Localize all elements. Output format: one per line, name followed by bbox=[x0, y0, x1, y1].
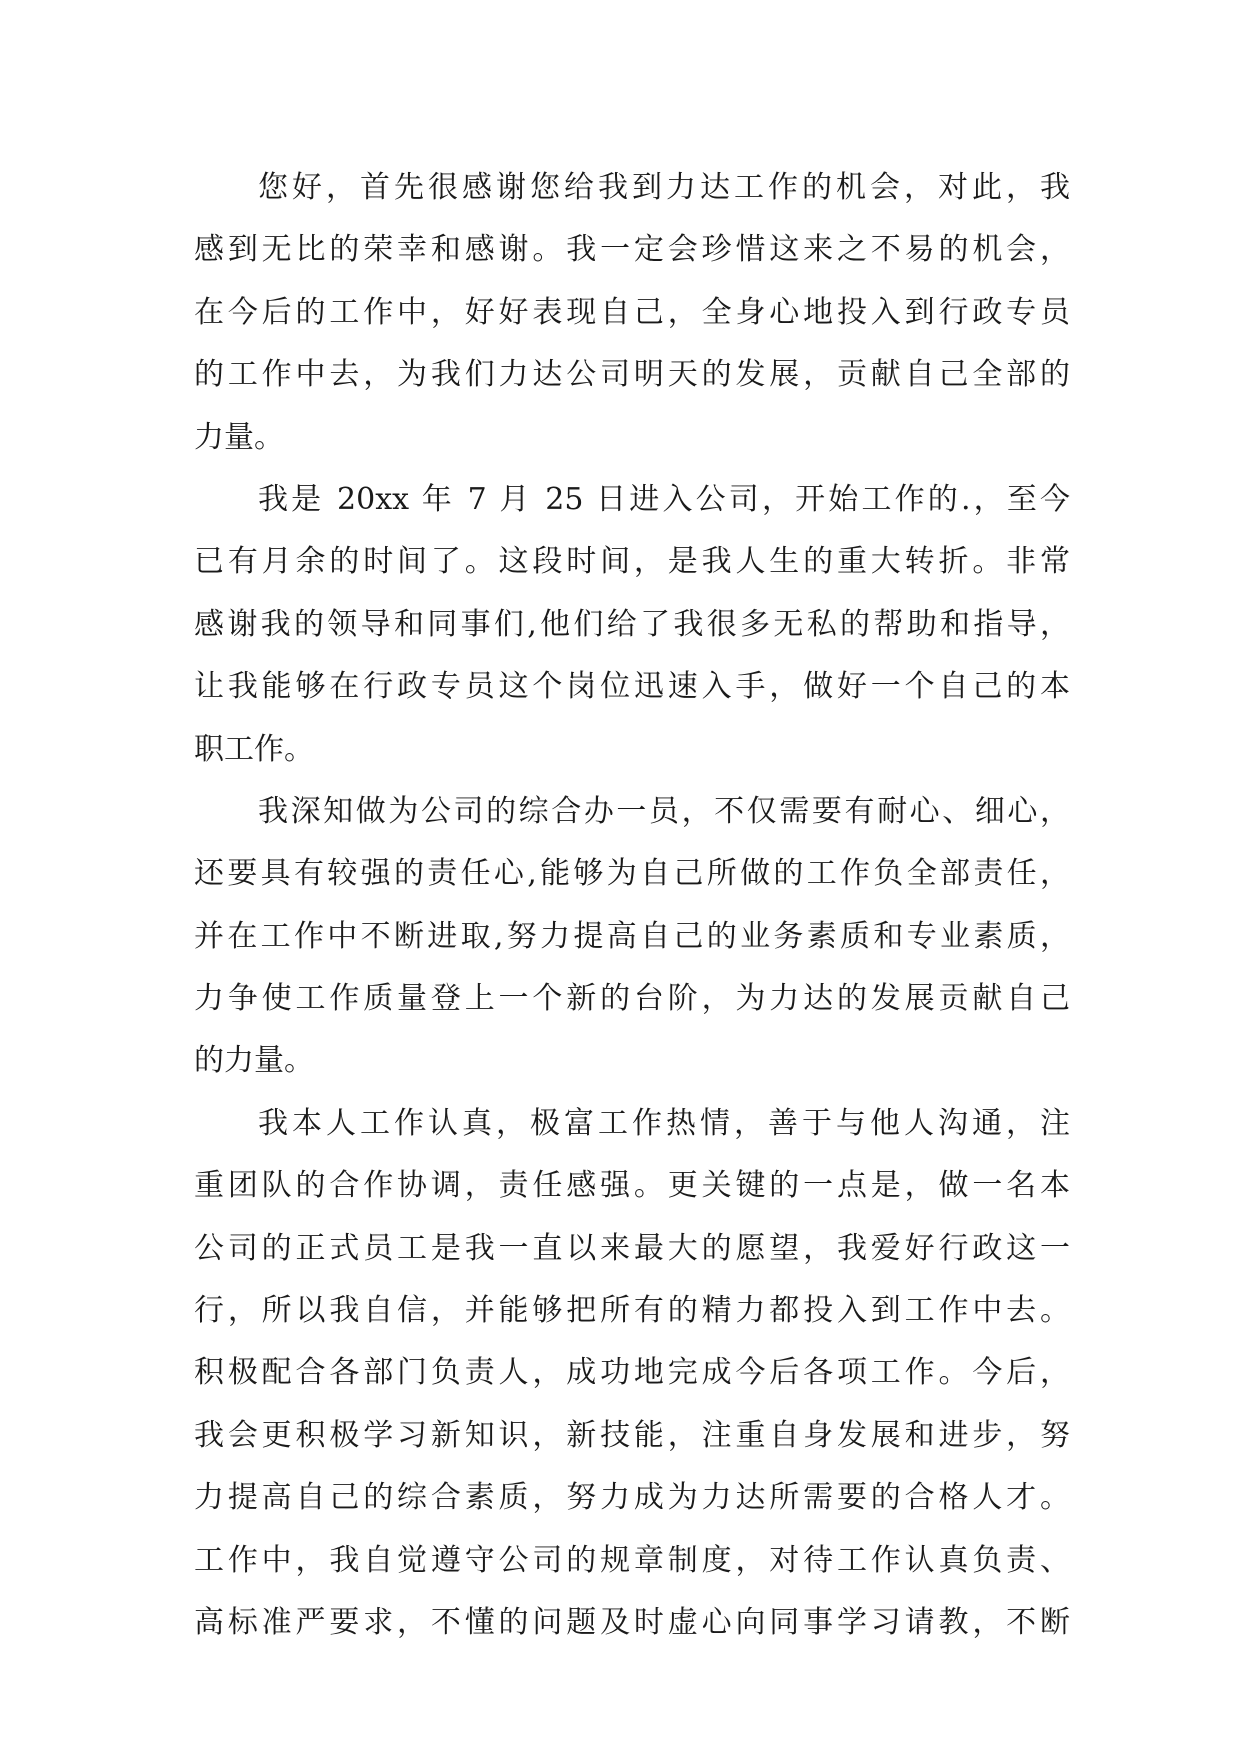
document-body bbox=[194, 157, 1070, 1654]
text-line: 在今后的工作中，好好表现自己，全身心地投入到行政专员 bbox=[194, 294, 1070, 330]
text-line: 您好，首先很感谢您给我到力达工作的机会，对此，我 bbox=[258, 170, 1070, 205]
text-line: 并在工作中不断进取,努力提高自己的业务素质和专业素质， bbox=[194, 918, 1070, 954]
text-line: 职工作。 bbox=[194, 731, 314, 767]
text-line: 的工作中去，为我们力达公司明天的发展，贡献自己全部的 bbox=[194, 357, 1070, 393]
text-line: 力量。 bbox=[194, 419, 284, 455]
text-line: 高标准严要求，不懂的问题及时虚心向同事学习请教，不断 bbox=[194, 1604, 1070, 1640]
text-line: 还要具有较强的责任心,能够为自己所做的工作负全部责任， bbox=[194, 856, 1070, 892]
text-line: 行，所以我自信，并能够把所有的精力都投入到工作中去。 bbox=[194, 1293, 1070, 1329]
text-line: 的力量。 bbox=[194, 1043, 314, 1079]
text-line: 公司的正式员工是我一直以来最大的愿望，我爱好行政这一 bbox=[194, 1230, 1070, 1266]
text-line: 感到无比的荣幸和感谢。我一定会珍惜这来之不易的机会， bbox=[194, 232, 1070, 268]
text-line: 已有月余的时间了。这段时间，是我人生的重大转折。非常 bbox=[194, 544, 1070, 580]
text-line: 工作中，我自觉遵守公司的规章制度，对待工作认真负责、 bbox=[194, 1542, 1070, 1578]
text-line: 我深知做为公司的综合办一员，不仅需要有耐心、细心， bbox=[258, 793, 1070, 829]
text-line: 我本人工作认真，极富工作热情，善于与他人沟通，注 bbox=[258, 1105, 1070, 1141]
text-line: 让我能够在行政专员这个岗位迅速入手，做好一个自己的本 bbox=[194, 669, 1070, 705]
text-line: 重团队的合作协调，责任感强。更关键的一点是，做一名本 bbox=[194, 1168, 1070, 1204]
text-line: 力争使工作质量登上一个新的台阶，为力达的发展贡献自己 bbox=[194, 981, 1070, 1017]
text-line: 积极配合各部门负责人，成功地完成今后各项工作。今后， bbox=[194, 1355, 1070, 1391]
text-line: 感谢我的领导和同事们,他们给了我很多无私的帮助和指导， bbox=[194, 606, 1070, 642]
text-line: 我会更积极学习新知识，新技能，注重自身发展和进步，努 bbox=[194, 1417, 1070, 1453]
text-line: 我是 20xx 年 7 月 25 日进入公司，开始工作的.，至今 bbox=[258, 481, 1070, 517]
text-line: 力提高自己的综合素质，努力成为力达所需要的合格人才。 bbox=[194, 1480, 1070, 1516]
